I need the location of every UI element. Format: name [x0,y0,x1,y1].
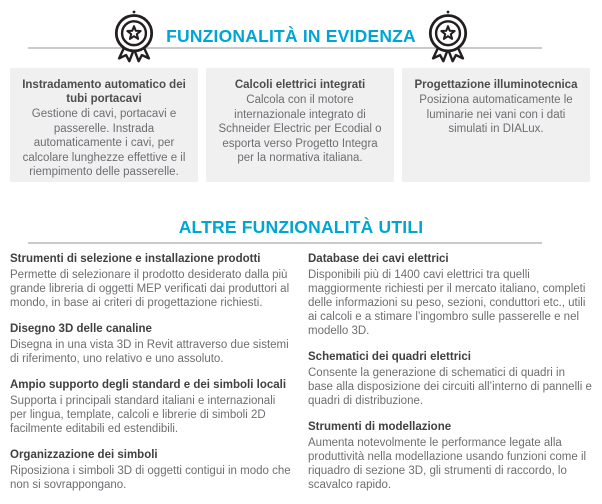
other-features [10,252,592,504]
featured-item-card [402,68,590,182]
feature-section-title: Schematici dei quadri elettrici [308,351,471,363]
featured-item-card [10,68,198,182]
other-features-title: ALTRE FUNZIONALITÀ UTILI [178,217,424,237]
feature-section-title: Ampio supporto degli standard e dei simboli locali [10,379,287,391]
feature-section [308,350,592,408]
divider-middle [28,242,542,244]
other-features-right-column [308,252,592,504]
featured-header [0,9,582,63]
feature-section-title: Strumenti di modellazione [308,421,452,433]
featured-title: FUNZIONALITÀ IN EVIDENZA [166,25,416,46]
feature-section-body: Disegna in una vista 3D in Revit attraverso due sistemi di riferimento, uno relativo e uno assoluto. [10,339,289,365]
featured-item-card [206,68,394,182]
feature-section [10,448,294,492]
feature-section-title: Disegno 3D delle canaline [10,323,152,335]
feature-section-body: Permette di selezionare il prodotto desiderato dalla più grande libreria di oggetti MEP verificati dai produttori al mondo, in base ai criteri di progettazione richiesti. [10,269,290,309]
featured-items [10,68,590,182]
feature-section-body: Aumenta notevolmente le performance legate alla produttività nella modellazione usando funzioni come il riquadro di sezione 3D, gli strumenti di raccordo, lo scavalco rapido. [308,437,587,491]
award-medal-icon [423,9,473,63]
featured-item-body: Posiziona automaticamente le luminarie nei vani con i dati simulati in DIALux. [419,94,573,135]
feature-section-body: Consente la generazione di schematici di quadri in base alla disposizione dei circuiti all’interno di pannelli e quadri di distribuzione. [308,367,592,407]
feature-section-title: Database dei cavi elettrici [308,253,449,265]
feature-section-body: Disponibili più di 1400 cavi elettrici tra quelli maggiormente richiesti per il mercato italiano, completi delle informazioni su peso, sezioni, conduttori etc., utili ai calcoli e a stimare l’ingombro sulle passerelle e nel modello 3D. [308,269,586,337]
feature-section-body: Supporta i principali standard italiani e internazionali per lingua, template, calcoli e librerie di simboli 2D facilmente editabili ed estendibili. [10,395,276,435]
award-medal-icon [109,9,159,63]
feature-section [10,378,294,436]
featured-item-title: Calcoli elettrici integrati [234,79,366,91]
featured-item-body: Gestione di cavi, portacavi e passerelle. Instrada automaticamente i cavi, per calcolare lunghezze effettive e il riempimento delle passerelle. [22,108,186,178]
featured-item-title: Instradamento automatico dei tubi portacavi [22,79,186,105]
feature-section-body: Riposiziona i simboli 3D di oggetti contigui in modo che non si sovrappongano. [10,465,291,491]
featured-item-title: Progettazione illuminotecnica [414,79,578,91]
feature-section-title: Strumenti di selezione e installazione prodotti [10,253,261,265]
feature-section [308,420,592,492]
feature-section-title: Organizzazione dei simboli [10,449,158,461]
feature-section [10,322,294,366]
feature-section [308,252,592,338]
feature-section [10,252,294,310]
other-features-left-column [10,252,294,504]
featured-item-body: Calcola con il motore internazionale integrato di Schneider Electric per Ecodial o esporta verso Progetto Integra per la normativa italiana. [218,94,382,164]
